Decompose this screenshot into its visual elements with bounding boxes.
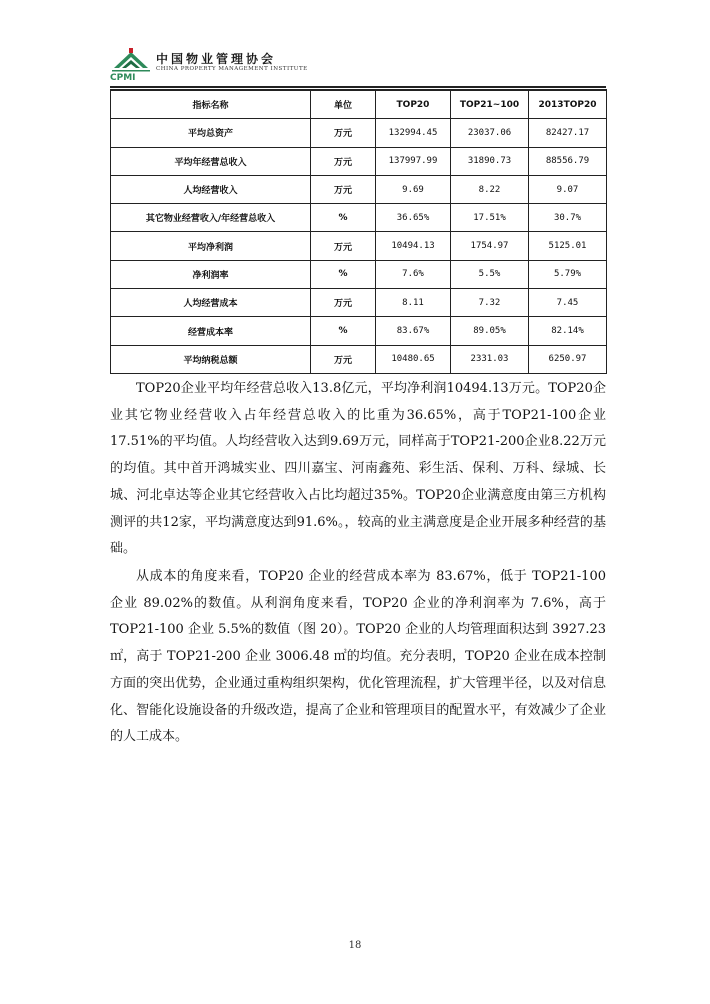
metric-name: 净利润率 [111,260,311,288]
paragraph-text: TOP20企业平均年经营总收入13.8亿元，平均净利润10494.13万元。TOP20企业其它物业经营收入占年经营总收入的比重为36.65%，高于TOP21-100企业17.51%的平均值。人均经营收入达到9.69万元，同样高于TOP21-200企业8.22万元的均值。其中首开鸿城实业、四川嘉宝、河南鑫苑、彩生活、保利、万科、绿城、长城、河北卓达等企业其它经营收入占比均超过35%。TOP20企业满意度由第三方机构测评的共12家，平均满意度达到91.6%。，较高的业主满意度是企业开展多种经营的基础。 [110,381,606,557]
value-2013-top20: 9.07 [529,175,607,203]
value-top21-100: 7.32 [451,289,529,317]
logo-abbreviation: CPMI [110,73,136,83]
header-divider [110,86,606,88]
value-top20: 10480.65 [376,345,451,373]
column-header: 指标名称 [111,90,311,119]
value-2013-top20: 5.79% [529,260,607,288]
metric-name: 经营成本率 [111,317,311,345]
value-top20: 10494.13 [376,232,451,260]
value-2013-top20: 7.45 [529,289,607,317]
table-row [111,289,607,317]
value-2013-top20: 88556.79 [529,147,607,175]
table-row [111,317,607,345]
value-top20: 9.69 [376,175,451,203]
value-top20: 8.11 [376,289,451,317]
value-top20: 137997.99 [376,147,451,175]
table-row [111,147,607,175]
paragraph-text: 从成本的角度来看，TOP20 企业的经营成本率为 83.67%，低于 TOP21-100 企业 89.02%的数值。从利润角度来看，TOP20 企业的净利润率为 7.6%，高于 TOP21-100 企业 5.5%的数值（图 20）。TOP20 企业的人均管理面积达到 3927.23 ㎡，高于 TOP21-200 企业 3006.48 ㎡的均值。充分表明，TOP20 企业在成本控制方面的突出优势，企业通过重构组织架构，优化管理流程，扩大管理半径，以及对信息化、智能化设施设备的升级改造，提高了企业和管理项目的配置水平，有效减少了企业的人工成本。 [110,569,606,745]
column-header: TOP20 [376,90,451,119]
metric-name: 平均净利润 [111,232,311,260]
metric-name: 人均经营成本 [111,289,311,317]
value-top21-100: 1754.97 [451,232,529,260]
metric-name: 平均年经营总收入 [111,147,311,175]
value-2013-top20: 5125.01 [529,232,607,260]
value-top21-100: 17.51% [451,204,529,232]
table-row [111,345,607,373]
value-top21-100: 5.5% [451,260,529,288]
metric-unit: 万元 [311,147,376,175]
value-top21-100: 31890.73 [451,147,529,175]
metric-unit: % [311,204,376,232]
page-header [110,46,610,86]
metric-unit: 万元 [311,289,376,317]
table-row [111,232,607,260]
value-top21-100: 8.22 [451,175,529,203]
table-row [111,175,607,203]
value-2013-top20: 82.14% [529,317,607,345]
metrics-table [110,89,607,374]
value-top20: 36.65% [376,204,451,232]
metric-name: 人均经营收入 [111,175,311,203]
metric-unit: 万元 [311,345,376,373]
value-top21-100: 89.05% [451,317,529,345]
org-name-english: CHINA PROPERTY MANAGEMENT INSTITUTE [156,66,308,72]
table-row [111,119,607,147]
page-number: 18 [348,940,362,951]
metric-unit: 万元 [311,232,376,260]
column-header: 2013TOP20 [529,90,607,119]
value-2013-top20: 30.7% [529,204,607,232]
column-header: TOP21~100 [451,90,529,119]
table-header-row [111,90,607,119]
value-2013-top20: 6250.97 [529,345,607,373]
value-top21-100: 2331.03 [451,345,529,373]
metric-unit: 万元 [311,175,376,203]
body-paragraph-1 [110,376,606,563]
metric-unit: % [311,317,376,345]
table-row [111,204,607,232]
value-top21-100: 23037.06 [451,119,529,147]
metric-name: 其它物业经营收入/年经营总收入 [111,204,311,232]
body-paragraph-2 [110,564,606,751]
value-top20: 132994.45 [376,119,451,147]
value-top20: 7.6% [376,260,451,288]
value-2013-top20: 82427.17 [529,119,607,147]
metric-name: 平均总资产 [111,119,311,147]
metric-unit: % [311,260,376,288]
org-name-chinese: 中国物业管理协会 [156,52,277,66]
metric-name: 平均纳税总额 [111,345,311,373]
table-row [111,260,607,288]
value-top20: 83.67% [376,317,451,345]
column-header: 单位 [311,90,376,119]
metric-unit: 万元 [311,119,376,147]
